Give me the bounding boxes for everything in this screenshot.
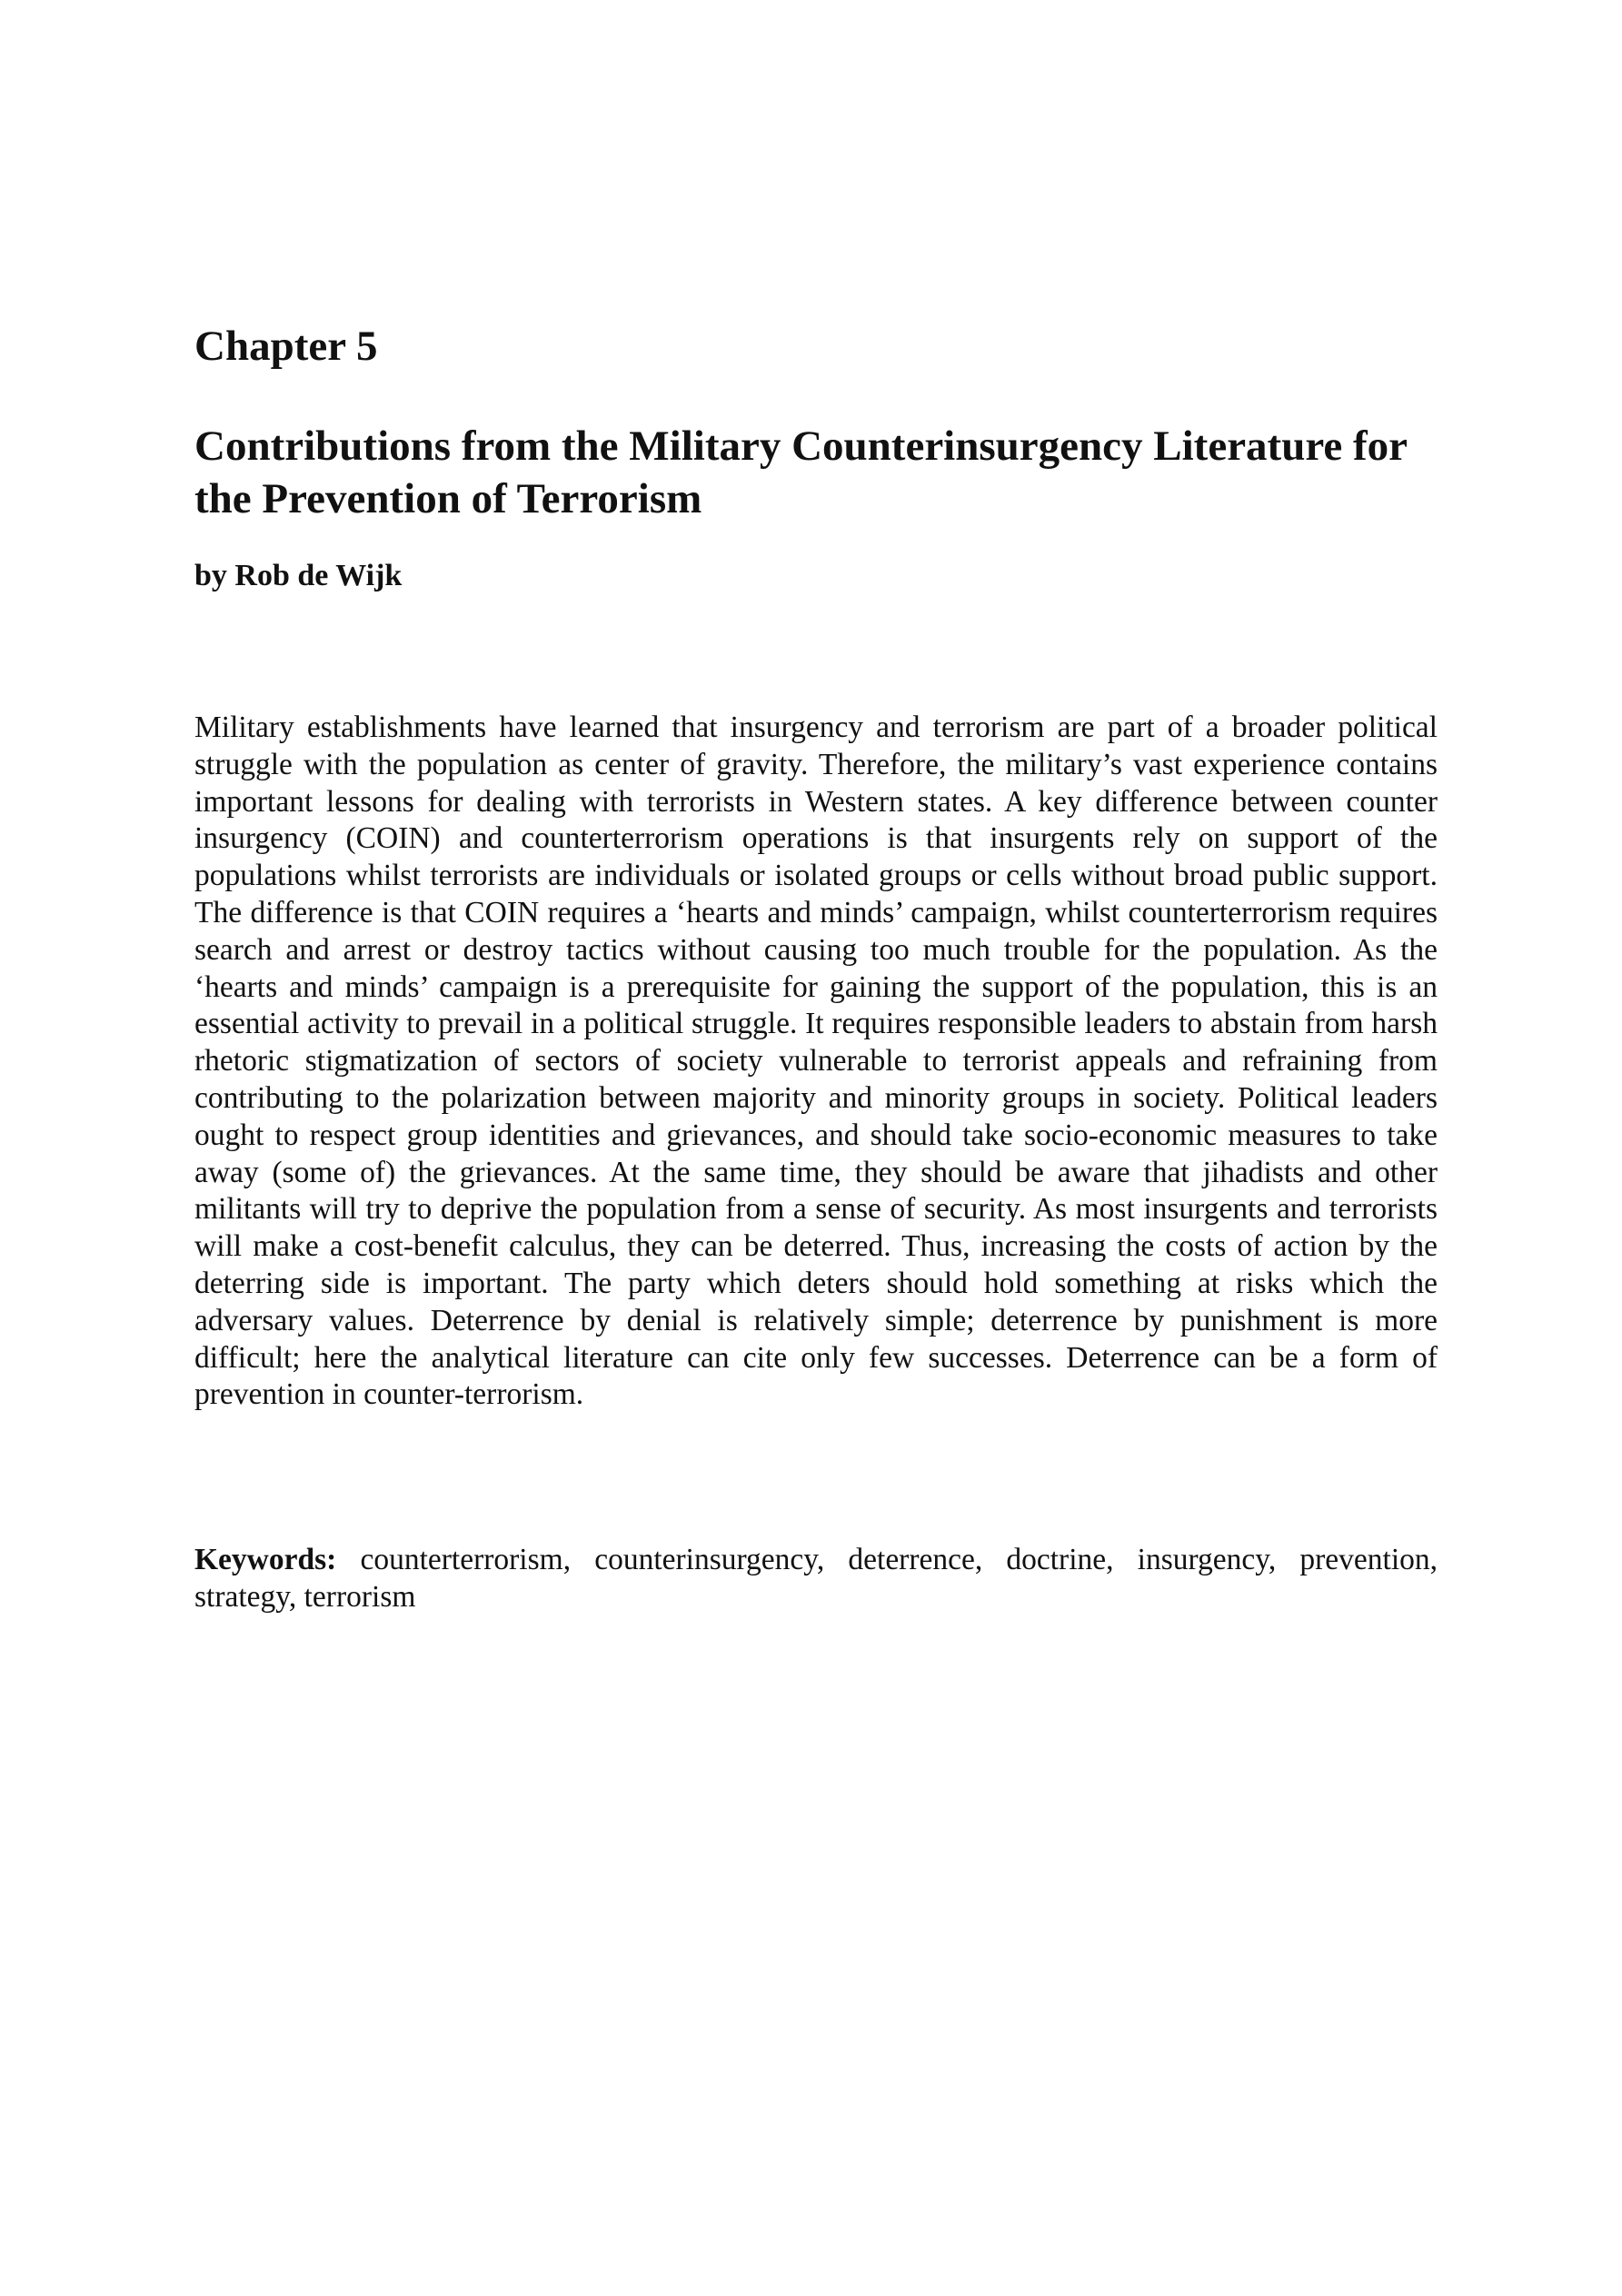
abstract-paragraph: Military establishments have learned that insurgency and terrorism are part of a broader political struggle with the population as center of gravity. Therefore, the military’s vast experience contains important lessons for dealing with terrorists in Western states. A key difference between counter insurgency (COIN) and counterterrorism operations is that insurgents rely on support of the populations whilst terrorists are individuals or isolated groups or cells without broad public support. The difference is that COIN requires a ‘hearts and minds’ campaign, whilst counterterrorism requires search and arrest or destroy tactics without causing too much trouble for the population. As the ‘hearts and minds’ campaign is a prerequisite for gaining the support of the population, this is an essential activity to prevail in a political struggle. It requires responsible leaders to abstain from harsh rhetoric stigmatization of sectors of society vulnerable to terrorist appeals and refraining from contributing to the polarization between majority and minority groups in society. Political leaders ought to respect group identities and grievances, and should take socio-economic measures to take away (some of) the grievances. At the same time, they should be aware that jihadists and other militants will try to deprive the population from a sense of security. As most insurgents and terrorists will make a cost-benefit calculus, they can be deterred. Thus, increasing the costs of action by the deterring side is important. The party which deters should hold something at risks which the adversary values. Deterrence by denial is relatively simple; deterrence by punishment is more difficult; here the analytical literature can cite only few successes. Deterrence can be a form of prevention in counter-terrorism. — [194, 711, 1438, 1412]
keywords-line — [194, 1541, 1438, 1615]
author-line: by Rob de Wijk — [194, 559, 403, 592]
keywords-text: counterterrorism, counterinsurgency, deterrence, doctrine, insurgency, prevention, strategy, terrorism — [194, 1543, 1438, 1614]
chapter-title: Contributions from the Military Counterinsurgency Literature for the Prevention of Terrorism — [194, 422, 1408, 522]
chapter-number: Chapter 5 — [194, 323, 378, 370]
keywords-label: Keywords: — [194, 1543, 337, 1576]
